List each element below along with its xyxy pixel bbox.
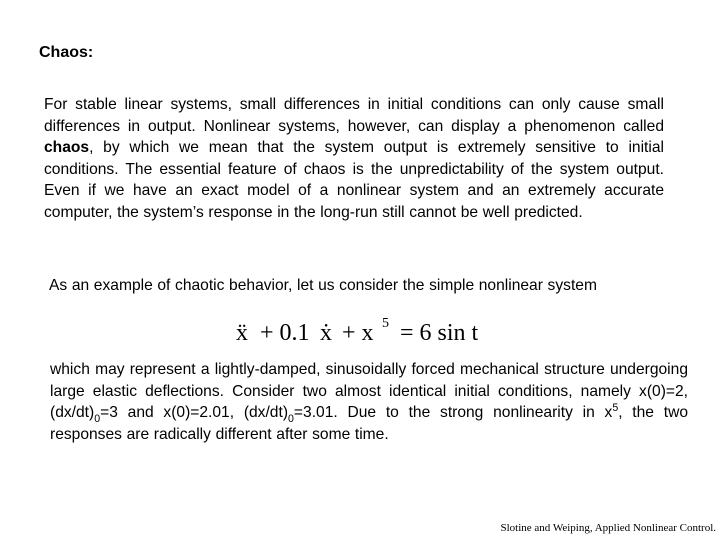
equation-plus-coef: + 0.1 — [260, 320, 310, 346]
paragraph-conditions — [50, 359, 688, 445]
conditions-text-2: =3 and x(0)=2.01, (dx/dt) — [100, 404, 289, 421]
citation-footer: Slotine and Weiping, Applied Nonlinear Control. — [500, 522, 716, 534]
conditions-text-3: =3.01. Due to the strong nonlinearity in x — [293, 404, 613, 421]
equation — [234, 312, 494, 352]
chaos-term: chaos — [44, 139, 90, 156]
slide-title: Chaos: — [39, 44, 94, 61]
equation-term-xddot: ẍ — [236, 320, 248, 346]
paragraph-intro-text-1: For stable linear systems, small differences in initial conditions can only cause small differences in output. Nonlinear systems, however, can display a phenomenon called — [44, 96, 664, 135]
paragraph-intro — [44, 94, 664, 223]
paragraph-intro-text-2: , by which we mean that the system output is extremely sensitive to initial conditions. The essential feature of chaos is the unpredictability of the system output. Even if we have an exact model of a nonlinear system and an extremely accurate computer, the system’s response in the long-run still cannot be well predicted. — [44, 139, 664, 221]
superscript-five: 5 — [612, 401, 619, 414]
equation-term-xdot: ẋ — [320, 320, 332, 346]
equation-exponent: 5 — [382, 316, 389, 331]
equation-plus-x: + x — [342, 320, 374, 346]
conditions-text-4: , the two responses are radically different after some time. — [50, 404, 689, 443]
subscript-zero-1: 0 — [94, 413, 101, 426]
equation-rhs: = 6 sin t — [400, 320, 479, 346]
paragraph-example: As an example of chaotic behavior, let us consider the simple nonlinear system — [49, 277, 597, 294]
conditions-text-1: which may represent a lightly-damped, sinusoidally forced mechanical structure undergoing large elastic deflections. Consider two almost identical initial conditions, namely x(0)=2, (dx/dt) — [50, 361, 688, 421]
subscript-zero-2: 0 — [288, 413, 294, 426]
